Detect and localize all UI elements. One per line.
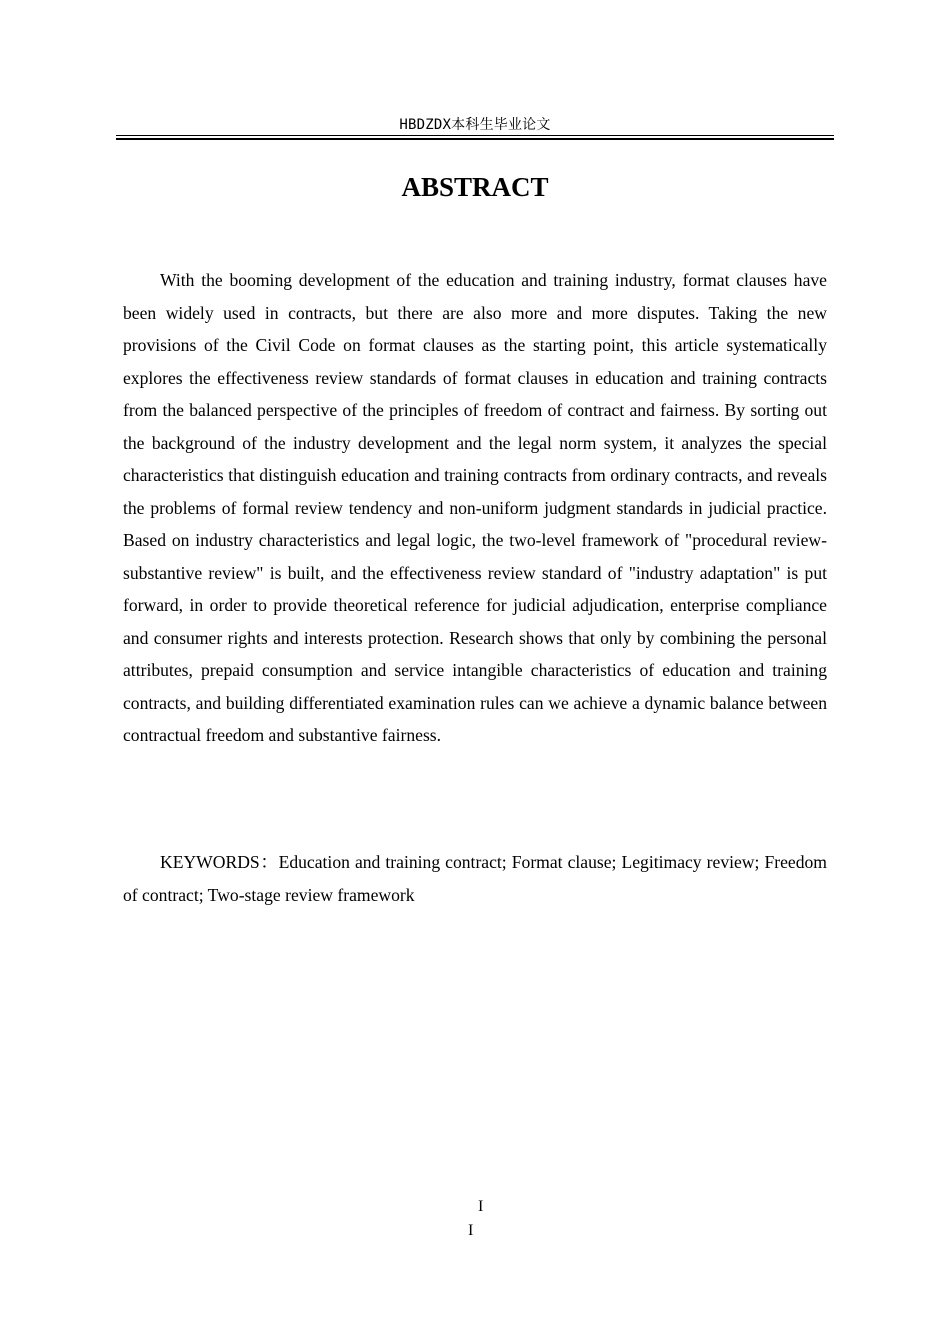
keywords-label: KEYWORDS： (160, 852, 279, 872)
abstract-title: ABSTRACT (401, 172, 549, 202)
header-rule-thin (116, 135, 834, 136)
keywords-paragraph (123, 846, 827, 911)
keywords-text: Education and training contract; Format clause; Legitimacy review; Freedom of contract; Two-stage review framework (123, 852, 827, 905)
abstract-body: With the booming development of the education and training industry, format clauses have been widely used in contracts, but there are also more and more disputes. Taking the new provisions of the Civil Code on format clauses as the starting point, this article systematically explores the effectiveness review standards of format clauses in education and training contracts from the balanced perspective of the principles of freedom of contract and fairness. By sorting out the background of the industry development and the legal norm system, it analyzes the special characteristics that distinguish education and training contracts from ordinary contracts, and reveals the problems of formal review tendency and non-uniform judgment standards in judicial practice. Based on industry characteristics and legal logic, the two-level framework of "procedural review-substantive review" is built, and the effectiveness review standard of "industry adaptation" is put forward, in order to provide theoretical reference for judicial adjudication, enterprise compliance and consumer rights and interests protection. Research shows that only by combining the personal attributes, prepaid consumption and service intangible characteristics of education and training contracts, and building differentiated examination rules can we achieve a dynamic balance between contractual freedom and substantive fairness. (123, 270, 827, 745)
header-rule-thick (116, 138, 834, 140)
page-number-secondary: I (468, 1222, 474, 1239)
page-number-primary: I (478, 1198, 484, 1215)
running-header: HBDZDX本科生毕业论文 (399, 117, 551, 133)
